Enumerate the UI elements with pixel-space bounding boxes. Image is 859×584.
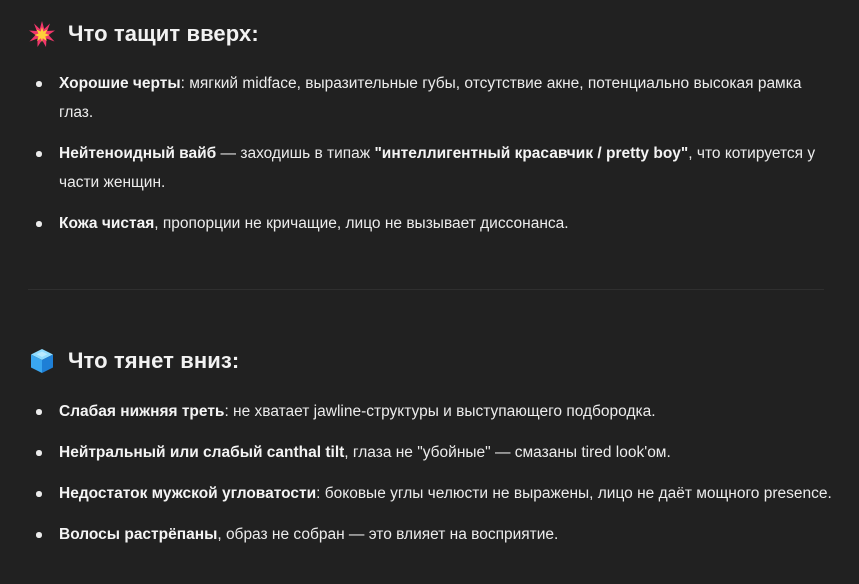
list-item [0,479,859,508]
item-bold-phrase: "интеллигентный красавчик / pretty boy" [374,145,689,162]
bullet-dot [36,532,42,538]
section-heading-pros [28,20,259,48]
section-title: Что тащит вверх: [68,21,259,46]
item-bold-label: Нейтральный или слабый canthal tilt [59,444,345,461]
bullet-dot [36,409,42,415]
list-item [0,438,859,467]
item-bold-label: Кожа чистая [59,215,155,232]
list-item [0,397,859,426]
item-text-tail: , что котируется у части женщин. [59,145,816,191]
pros-list [0,69,859,238]
bullet-dot [36,221,42,227]
bullet-dot [36,491,42,497]
item-text: , глаза не "убойные" — смазаны tired look'ом. [344,444,671,461]
section-divider [28,289,824,290]
ice-cube-icon [28,347,56,375]
item-text: , образ не собран — это влияет на восприятие. [217,526,559,543]
list-item [0,209,859,238]
bullet-dot [36,450,42,456]
item-text: : не хватает jawline-структуры и выступающего подбородка. [224,403,656,420]
item-text: , пропорции не кричащие, лицо не вызывает диссонанса. [154,215,569,232]
list-item [0,520,859,549]
item-bold-label: Недостаток мужской угловатости [59,485,317,502]
item-text: : боковые углы челюсти не выражены, лицо не даёт мощного presence. [316,485,832,502]
item-bold-label: Нейтеноидный вайб [59,145,217,162]
bullet-dot [36,151,42,157]
list-item [0,139,859,197]
item-bold-label: Слабая нижняя треть [59,403,225,420]
item-bold-label: Хорошие черты [59,75,181,92]
item-bold-label: Волосы растрёпаны [59,526,218,543]
item-text: — заходишь в типаж [216,145,375,162]
bullet-dot [36,81,42,87]
cons-list [0,397,859,549]
item-text: : мягкий midface, выразительные губы, отсутствие акне, потенциально высокая рамка глаз. [59,75,802,121]
list-item [0,69,859,127]
section-title: Что тянет вниз: [68,348,240,373]
section-heading-cons [28,347,239,375]
collision-sparkle-icon [28,20,56,48]
